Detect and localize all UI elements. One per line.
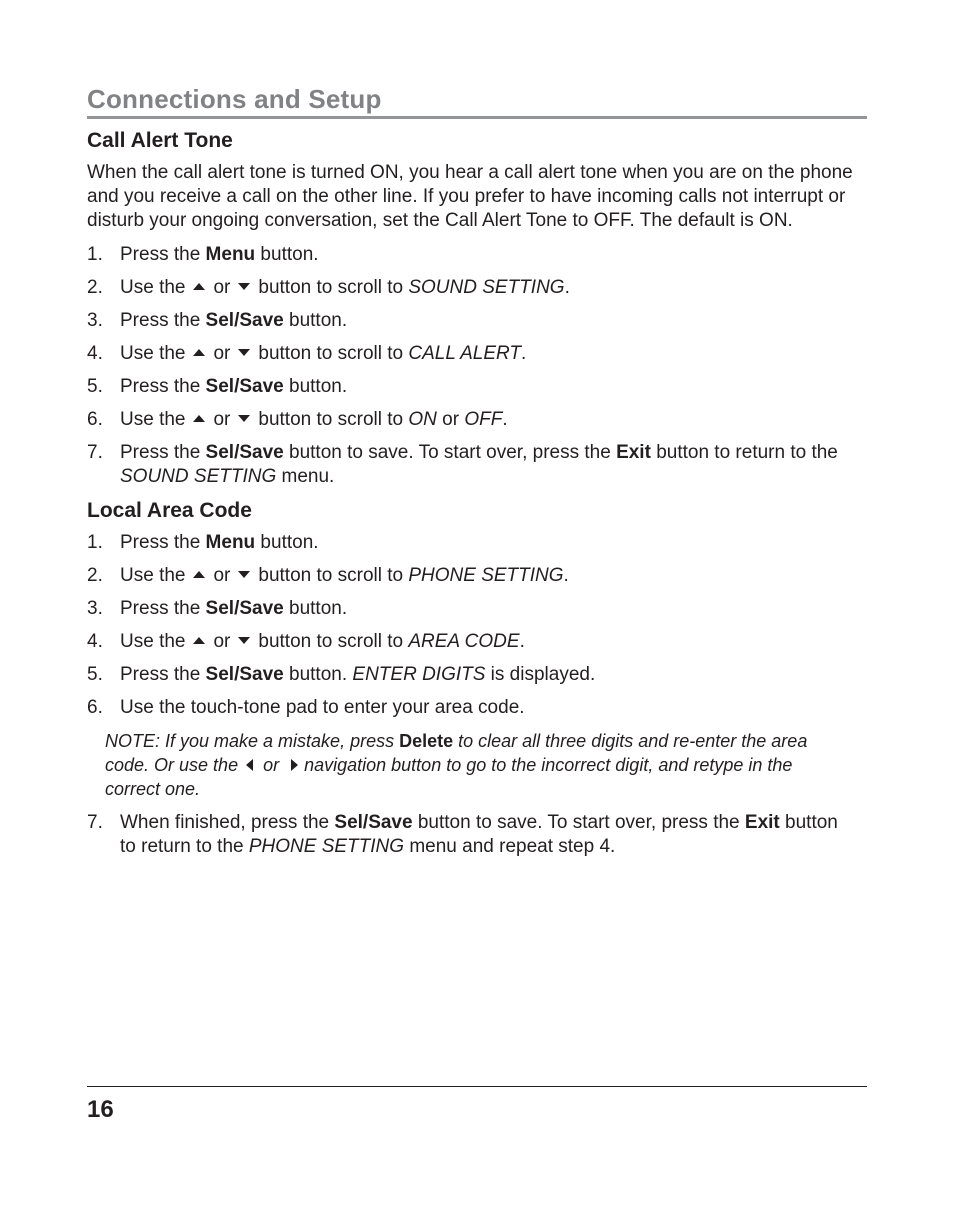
step-text: . [502,409,508,430]
step-text: button to return to the [650,442,838,463]
step-text: button to scroll to [258,631,409,652]
step-number: 6. [87,409,103,430]
title-divider [87,116,867,119]
note [105,729,825,801]
right-arrow-icon [291,759,298,771]
button-name: Menu [205,532,256,553]
list-item [87,531,867,555]
list-item [87,597,867,621]
step-text: Use the [120,565,186,586]
step-text: button to save. To start over, press the [412,812,745,833]
list-item [87,342,867,366]
step-number: 7. [87,812,103,833]
step-text: Use the [120,343,186,364]
list-item [87,663,867,687]
menu-name: OFF [464,409,503,430]
step-text: or [213,565,231,586]
step-text: button to scroll to [258,277,409,298]
list-item [87,408,867,432]
step-text: button. [255,244,319,265]
up-arrow-icon [193,415,205,422]
step-text: button to scroll to [258,343,409,364]
step-text: menu. [276,466,335,487]
list-item [87,375,867,399]
step-number: 2. [87,277,103,298]
page-title: Connections and Setup [87,84,382,114]
step-text: button to save. To start over, press the [283,442,617,463]
step-text: to return to the [120,836,249,857]
step-text: or [213,409,231,430]
down-arrow-icon [238,415,250,422]
step-number: 4. [87,631,103,652]
list-item [87,630,867,654]
step-text: When finished, press the [120,812,335,833]
step-text: button to scroll to [258,409,409,430]
up-arrow-icon [193,637,205,644]
note-text: to clear all three digits and re-enter the area code. Or use the [105,731,808,775]
button-name: Menu [205,244,256,265]
area-code-heading: Local Area Code [87,499,252,522]
menu-name: CALL ALERT [408,343,522,364]
step-text: Press the [120,532,206,553]
list-item [87,696,867,720]
display-text: ENTER DIGITS [352,664,486,685]
button-name: Sel/Save [205,664,284,685]
page-number: 16 [87,1096,114,1123]
step-number: 2. [87,565,103,586]
down-arrow-icon [238,349,250,356]
note-text: or [263,755,280,775]
up-arrow-icon [193,571,205,578]
note-text: NOTE: If you make a mistake, press [105,731,400,751]
step-number: 7. [87,442,103,463]
step-number: 4. [87,343,103,364]
left-arrow-icon [246,759,253,771]
call-alert-intro: When the call alert tone is turned ON, you hear a call alert tone when you are on the phone and you receive a call on the other line. If you prefer to have incoming calls not interrupt or disturb your ongoing conversation, set the Call Alert Tone to OFF. The default is ON. [87,162,853,231]
step-text: is displayed. [485,664,596,685]
step-text: button. [255,532,319,553]
step-text: . [521,343,527,364]
step-text: button to scroll to [258,565,409,586]
menu-name: AREA CODE [408,631,520,652]
step-text: menu and repeat step 4. [404,836,616,857]
step-number: 5. [87,664,103,685]
step-text: or [213,631,231,652]
step-text: button [779,812,838,833]
step-text: or [436,409,465,430]
down-arrow-icon [238,571,250,578]
list-item [87,243,867,267]
list-item [87,811,867,859]
step-text: or [213,277,231,298]
down-arrow-icon [238,637,250,644]
up-arrow-icon [193,349,205,356]
button-name: Sel/Save [205,376,284,397]
menu-name: ON [408,409,437,430]
menu-name: PHONE SETTING [408,565,564,586]
step-number: 5. [87,376,103,397]
list-item [87,309,867,333]
note-text: navigation button to go to the incorrect digit, and retype in the correct one. [105,755,793,799]
step-number: 6. [87,697,103,718]
button-name: Sel/Save [334,812,413,833]
step-text: button. [283,376,348,397]
step-text: button. [283,310,348,331]
button-name: Sel/Save [205,598,284,619]
step-text: button. [283,664,353,685]
step-text: . [519,631,525,652]
step-number: 3. [87,310,103,331]
call-alert-heading: Call Alert Tone [87,129,233,152]
step-text: Use the touch-tone pad to enter your area code. [120,697,525,718]
step-text: . [564,277,570,298]
step-text: button. [283,598,348,619]
list-item [87,564,867,588]
step-text: Use the [120,277,186,298]
menu-name: PHONE SETTING [248,836,405,857]
area-code-steps [87,531,867,720]
step-text: Use the [120,409,186,430]
step-text: Press the [120,598,206,619]
page-content [87,128,867,868]
step-text: Press the [120,664,206,685]
step-text: Use the [120,631,186,652]
step-number: 1. [87,532,103,553]
button-name: Delete [399,731,454,751]
menu-name: SOUND SETTING [408,277,565,298]
step-text: or [213,343,231,364]
button-name: Sel/Save [205,310,284,331]
step-text: Press the [120,310,206,331]
call-alert-steps [87,243,867,489]
step-text: . [563,565,569,586]
step-text: Press the [120,376,206,397]
footer-divider [87,1086,867,1087]
list-item [87,441,867,489]
menu-name: SOUND SETTING [120,466,277,487]
up-arrow-icon [193,283,205,290]
step-number: 3. [87,598,103,619]
down-arrow-icon [238,283,250,290]
button-name: Sel/Save [205,442,284,463]
button-name: Exit [616,442,651,463]
step-text: Press the [120,244,206,265]
area-code-steps-continued [87,811,867,859]
step-text: Press the [120,442,206,463]
list-item [87,276,867,300]
button-name: Exit [744,812,780,833]
step-number: 1. [87,244,103,265]
